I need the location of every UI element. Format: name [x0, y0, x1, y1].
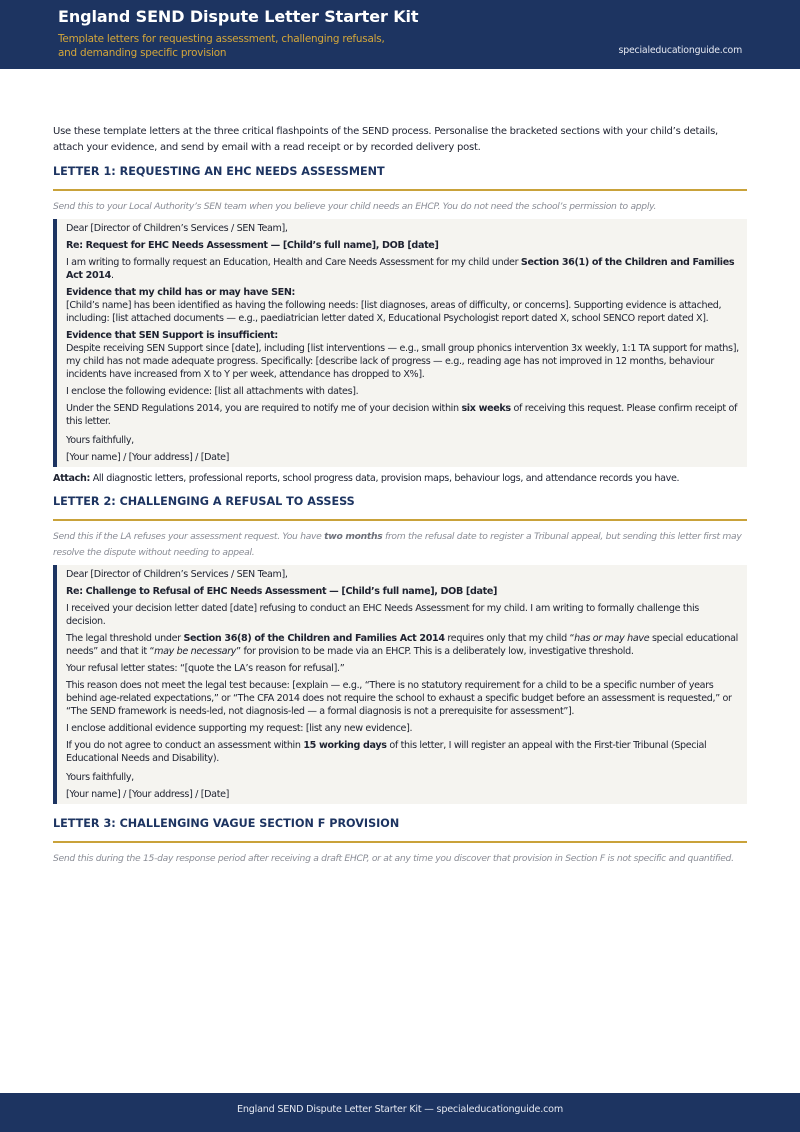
evidence-support-title-text: Evidence that SEN Support is insufficient: [66, 330, 278, 341]
footer-text: England SEND Dispute Letter Starter Kit — specialeducationguide.com [237, 1104, 563, 1115]
letter-2-opening: I received your decision letter dated [date] refusing to conduct an EHC Needs Assessment for my child. I am writing to formally challenge this decision. [66, 603, 699, 627]
deadline-text-end: of receiving this request. Please confirm receipt of this letter. [66, 403, 738, 427]
threshold-text: special educational needs” and that it “ [66, 633, 738, 657]
legal-threshold-paragraph [66, 632, 739, 658]
letter-1-opening [66, 256, 739, 282]
threshold-text: ” for provision to be made via an EHCP. This is a deliberately low, investigative threshold. [236, 646, 634, 657]
evidence-sen-title [66, 286, 739, 299]
letter-2-subject [66, 585, 739, 598]
appeal-period: two months [324, 531, 383, 542]
letter-2-template [53, 565, 747, 804]
deadline-period: 15 working days [303, 740, 387, 751]
document-body [53, 124, 747, 871]
letter-1-salutation: Dear [Director of Children’s Services / SEN Team], [66, 223, 288, 234]
legal-reference: Section 36(1) of the Children and Families Act 2014 [66, 257, 735, 281]
evidence-sen-title-text: Evidence that my child has or may have SEN: [66, 287, 296, 298]
attach-label: Attach: [53, 473, 90, 484]
letter-2-deadline [66, 739, 739, 765]
letter-3-heading: LETTER 3: CHALLENGING VAGUE SECTION F PROVISION [53, 816, 747, 843]
letter-1-opening-text: I am writing to formally request an Education, Health and Care Needs Assessment for my child under [66, 257, 519, 268]
deadline-text: Under the SEND Regulations 2014, you are required to notify me of your decision within [66, 403, 459, 414]
letter-1-subject [66, 239, 739, 252]
letter-2-enclosure: I enclose additional evidence supporting my request: [list any new evidence]. [66, 723, 413, 734]
page-header [0, 0, 800, 69]
legal-test-argument: This reason does not meet the legal test because: [explain — e.g., “There is no statutory requirement for a child to be a specific number of years behind age-related expectations,” or “The CFA 2014 does not require the school to exhaust a specific budget before an assessment is requested,” or “The SEND framework is needs-led, not diagnosis-led — a formal diagnosis is not a prerequisite for assessment”]. [66, 680, 732, 717]
letter-1-closing: Yours faithfully, [66, 435, 134, 446]
document-subtitle: Template letters for requesting assessment, challenging refusals, and demanding specific provision [58, 33, 385, 59]
threshold-quote: has or may have [574, 633, 650, 644]
letter-2-closing: Yours faithfully, [66, 772, 134, 783]
refusal-quote: Your refusal letter states: “[quote the LA’s reason for refusal].” [66, 663, 345, 674]
legal-reference: Section 36(8) of the Children and Families Act 2014 [183, 633, 445, 644]
threshold-text: requires only that my child “ [447, 633, 575, 644]
letter-1-attachments [53, 472, 747, 486]
threshold-quote: may be necessary [154, 646, 237, 657]
letter-1-signature: [Your name] / [Your address] / [Date] [66, 452, 230, 463]
punctuation: . [110, 270, 114, 281]
evidence-support-title [66, 329, 739, 342]
letter-2-heading: LETTER 2: CHALLENGING A REFUSAL TO ASSESS [53, 494, 747, 521]
letter-1-heading: LETTER 1: REQUESTING AN EHC NEEDS ASSESSMENT [53, 164, 747, 191]
note-text-end: from the refusal date to register a Tribunal appeal, but sending this letter first may resolve the dispute without needing to appeal. [53, 531, 742, 558]
letter-1-note: Send this to your Local Authority’s SEN team when you believe your child needs an EHCP. You do not need the school’s permission to apply. [53, 201, 657, 212]
letter-2-subject-text: Re: Challenge to Refusal of EHC Needs Assessment — [Child’s full name], DOB [date] [66, 586, 498, 597]
letter-1-deadline [66, 402, 739, 428]
deadline-text-end: of this letter, I will register an appeal with the First-tier Tribunal (Special Educational Needs and Disability). [66, 740, 707, 764]
note-text: Send this if the LA refuses your assessment request. You have [53, 531, 322, 542]
letter-1-enclosure: I enclose the following evidence: [list all attachments with dates]. [66, 386, 359, 397]
deadline-period: six weeks [461, 403, 511, 414]
letter-1-template [53, 219, 747, 467]
site-url: specialeducationguide.com [618, 45, 742, 56]
evidence-sen-body: [Child’s name] has been identified as having the following needs: [list diagnoses, areas of difficulty, or concerns]. Supporting evidence is attached, including: [list attached documents — e.g., paediatrician letter dated X, Educational Psychologist report dated X, school SENCO report dated X]. [66, 300, 722, 324]
page-footer [0, 1093, 800, 1132]
letter-2-note [53, 529, 747, 561]
threshold-text: The legal threshold under [66, 633, 181, 644]
letter-1-subject-text: Re: Request for EHC Needs Assessment — [Child’s full name], DOB [date] [66, 240, 439, 251]
attach-text: All diagnostic letters, professional reports, school progress data, provision maps, behaviour logs, and attendance records you have. [92, 473, 680, 484]
letter-2-salutation: Dear [Director of Children’s Services / SEN Team], [66, 569, 288, 580]
deadline-text: If you do not agree to conduct an assessment within [66, 740, 301, 751]
intro-paragraph: Use these template letters at the three critical flashpoints of the SEND process. Personalise the bracketed sections with your child’s details, attach your evidence, and send by email with a read receipt or by recorded delivery post. [53, 126, 718, 153]
document-title: England SEND Dispute Letter Starter Kit [58, 7, 419, 26]
evidence-support-body: Despite receiving SEN Support since [date], including [list interventions — e.g., small group phonics intervention 3x weekly, 1:1 TA support for maths], my child has not made adequate progress. Specifically: [describe lack of progress — e.g., reading age has not improved in 12 months, behaviour incidents have increased from X to Y per week, attendance has dropped to X%]. [66, 343, 739, 380]
letter-3-note: Send this during the 15-day response period after receiving a draft EHCP, or at any time you discover that provision in Section F is not specific and quantified. [53, 853, 734, 864]
letter-2-signature: [Your name] / [Your address] / [Date] [66, 789, 230, 800]
